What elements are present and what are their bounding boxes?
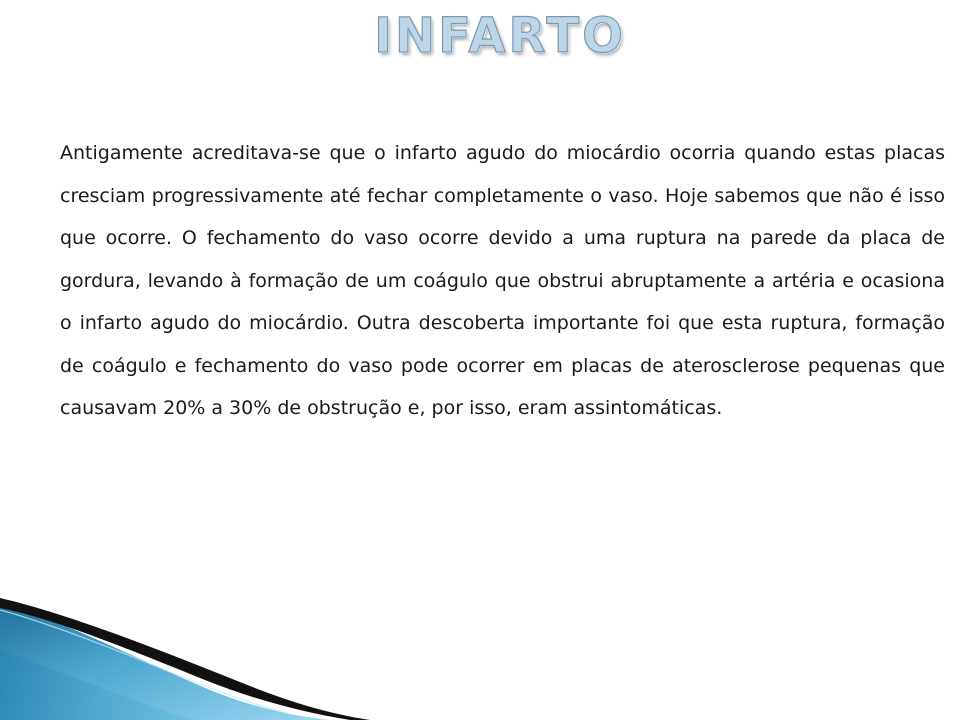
slide-body-text: Antigamente acreditava-se que o infarto agudo do miocárdio ocorria quando estas placas cresciam progressivamente até fechar completamente o vaso. Hoje sabemos que não é isso que ocorre. O fechamento do vaso ocorre devido a uma ruptura na parede da placa de gordura, levando à formação de um coágulo que obstrui abruptamente a artéria e ocasiona o infarto agudo do miocárdio. Outra descoberta importante foi que esta ruptura, formação de coágulo e fechamento do vaso pode ocorrer em placas de aterosclerose pequenas que causavam 20% a 30% de obstrução e, por isso, eram assintomáticas. (60, 142, 945, 419)
slide-title: INFARTO (374, 8, 626, 64)
corner-wave-decoration (0, 580, 380, 720)
